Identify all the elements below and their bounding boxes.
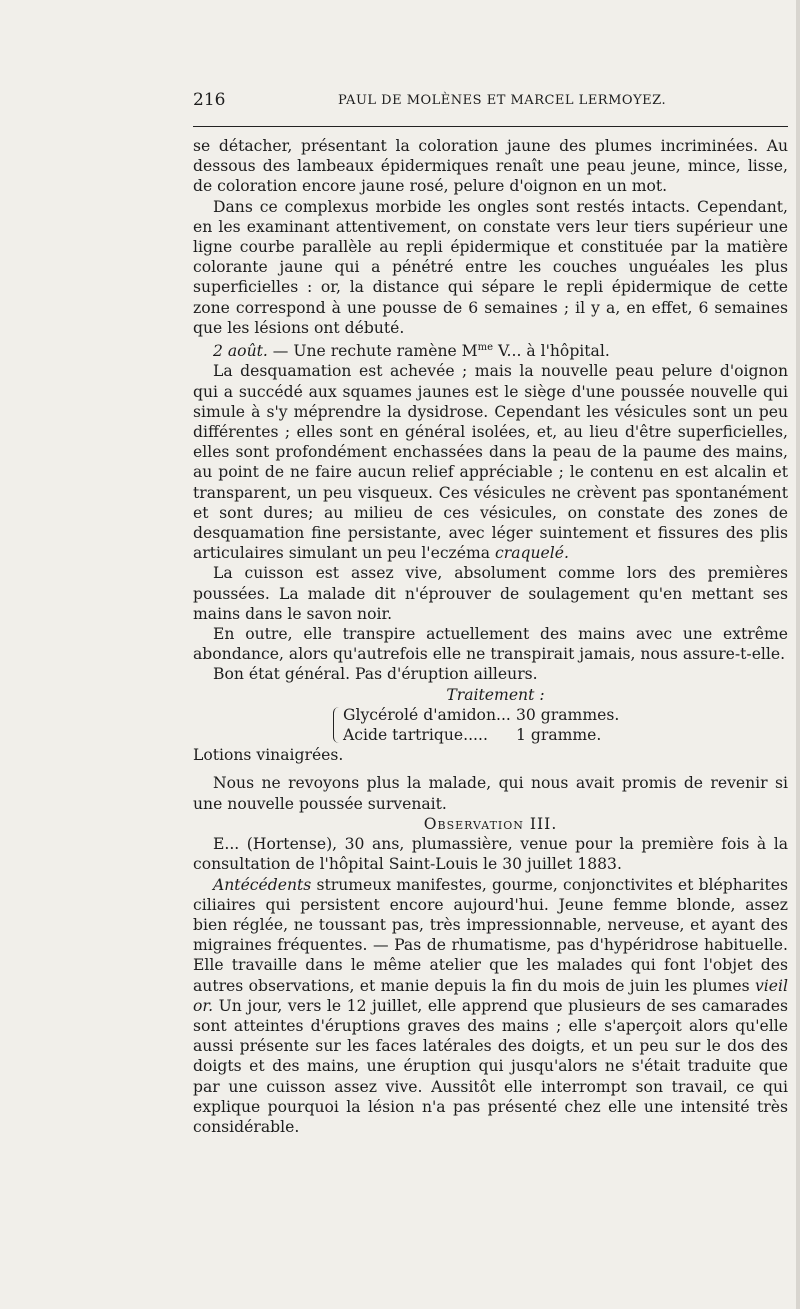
page-header bbox=[193, 90, 788, 114]
paragraph-5: La cuisson est assez vive, absolument comme lors des premières poussées. La malade dit n'éprouver de soulagement qu'en mettant ses mains dans le savon noir. bbox=[193, 564, 788, 623]
paragraph-6: En outre, elle transpire actuellement des mains avec une extrême abondance, alors qu'autrefois elle ne transpirait jamais, nous assure-t-elle. bbox=[193, 625, 788, 664]
paragraph-10 bbox=[193, 875, 788, 1138]
paragraph-3-end: V... à l'hôpital. bbox=[493, 342, 610, 361]
ingredient-qty: 30 grammes. bbox=[516, 705, 620, 724]
paragraph-8: Nous ne revoyons plus la malade, qui nous avait promis de revenir si une nouvelle poussée survenait. bbox=[193, 774, 788, 813]
spacer bbox=[193, 765, 788, 773]
paragraph-3 bbox=[193, 338, 788, 361]
header-rule bbox=[193, 126, 788, 127]
antecedents-italic: Antécédents bbox=[213, 875, 312, 894]
paragraph-4 bbox=[193, 361, 788, 563]
page-number: 216 bbox=[193, 90, 226, 110]
paragraph-10-text: strumeux manifestes, gourme, conjonctivites et blépharites ciliaires qui persistent encore aujourd'hui. Jeune femme blonde, assez bien réglée, ne toussant pas, très impressionnable, nerveuse, et ayant des migraines fréquentes. — Pas de rhumatisme, pas d'hypéridrose habituelle. Elle travaille dans le même atelier que les malades qui font l'objet des autres observations, et manie depuis la fin du mois de juin les plumes bbox=[193, 875, 788, 995]
date-2-aout: 2 août. bbox=[213, 342, 268, 361]
paragraph-10-end: Un jour, vers le 12 juillet, elle apprend que plusieurs de ses camarades sont atteintes d'éruptions graves des mains ; elle s'aperçoit alors qu'elle aussi présente sur les faces latérales des doigts, et un peu sur le dos des doigts et des mains, une éruption qui jusqu'alors ne s'était traduite que par une cuisson assez vive. Aussitôt elle interrompt son travail, ce qui explique pourquoi la lésion n'a pas présenté chez elle une intensité très considérable. bbox=[193, 996, 788, 1136]
treatment-title: Traitement : bbox=[446, 685, 545, 704]
paragraph-3-text: — Une rechute ramène M bbox=[267, 342, 478, 361]
brace-icon bbox=[333, 707, 340, 743]
ingredient-name: Acide tartrique..... bbox=[343, 726, 488, 745]
paragraph-2: Dans ce complexus morbide les ongles sont restés intacts. Cependant, en les examinant attentivement, on constate vers leur tiers supérieur une ligne courbe parallèle au repli épidermique et constituée par la matière colorante jaune qui a pénétré entre les couches unguéales les plus superficielles : or, la distance qui sépare le repli épidermique de cette zone correspond à une pousse de 6 semaines ; il y a, en effet, 6 semaines que les lésions ont débuté. bbox=[193, 197, 788, 337]
prescription-row bbox=[343, 725, 788, 745]
observation-title: Observation III. bbox=[423, 814, 558, 833]
paragraph-7: Bon état général. Pas d'éruption ailleurs. bbox=[213, 665, 538, 684]
paragraph-9: E... (Hortense), 30 ans, plumassière, venue pour la première fois à la consultation de l'hôpital Saint-Louis le 30 juillet 1883. bbox=[193, 835, 788, 874]
vieil-or-italic: vieil or. bbox=[193, 976, 788, 1015]
lotions-line: Lotions vinaigrées. bbox=[193, 746, 344, 765]
paragraph-1: se détacher, présentant la coloration jaune des plumes incriminées. Au dessous des lambeaux épidermiques renaît une peau jeune, mince, lisse, de coloration encore jaune rosé, pelure d'oignon en un mot. bbox=[193, 137, 788, 196]
page-edge bbox=[796, 0, 800, 1309]
prescription bbox=[343, 705, 788, 745]
craquele-italic: craquelé. bbox=[495, 544, 569, 563]
ingredient-name: Glycérolé d'amidon... bbox=[343, 705, 511, 724]
running-head: PAUL DE MOLÈNES ET MARCEL LERMOYEZ. bbox=[338, 93, 667, 108]
body-text bbox=[193, 136, 788, 1137]
prescription-row bbox=[343, 705, 788, 725]
paragraph-4-text: La desquamation est achevée ; mais la nouvelle peau pelure d'oignon qui a succédé aux squames jaunes est le siège d'une poussée nouvelle qui simule à s'y méprendre la dysidrose. Cependant les vésicules sont un peu différentes ; elles sont en général isolées, et, au lieu d'être superficielles, elles sont profondément enchassées dans la peau de la paume des mains, au point de ne faire aucun relief appréciable ; le contenu en est alcalin et transparent, un peu visqueux. Ces vésicules ne crèvent pas spontanément et sont dures; au milieu de ces vésicules, on constate des zones de desquamation fine persistante, avec léger suintement et fissures des plis articulaires simulant un peu l'eczéma bbox=[193, 362, 788, 563]
ingredient-qty: 1 gramme. bbox=[516, 726, 602, 745]
superscript-me: me bbox=[477, 342, 494, 354]
